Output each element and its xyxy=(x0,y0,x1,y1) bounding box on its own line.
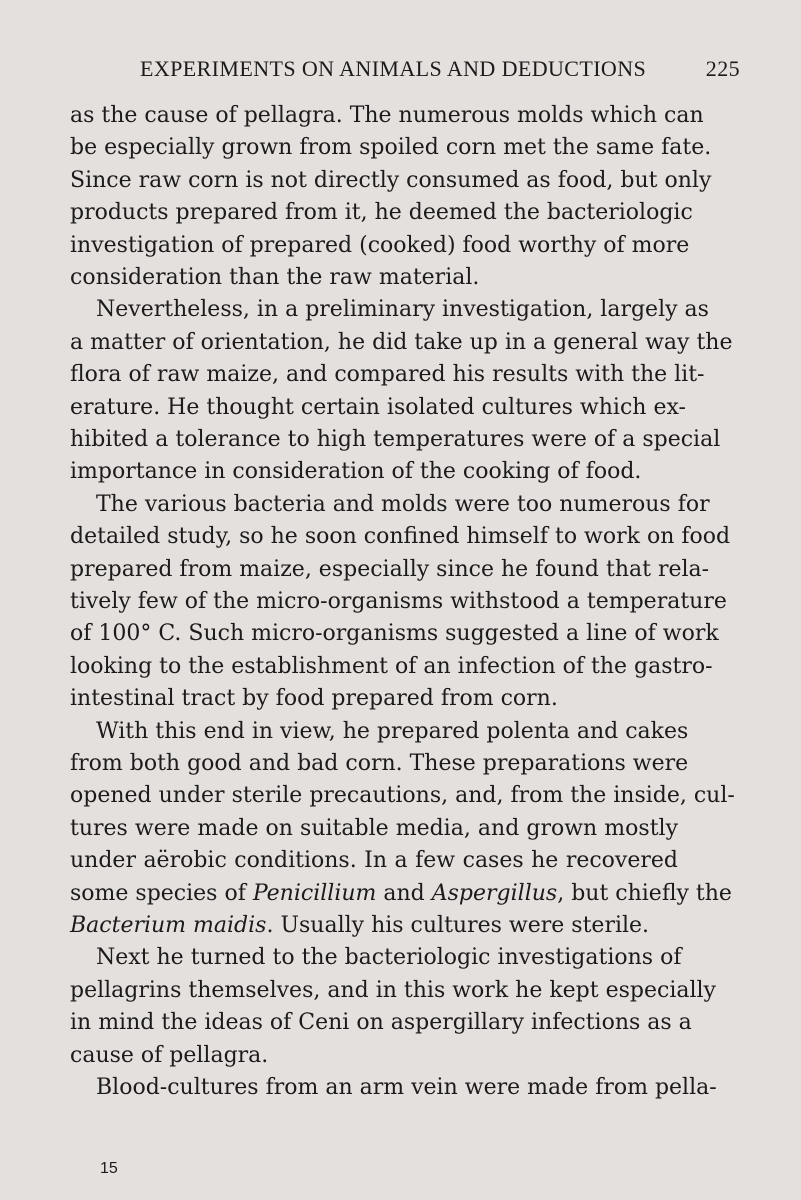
text-line: some species of Penicillium and Aspergillus, but chiefly the xyxy=(70,880,732,906)
text-line: flora of raw maize, and compared his results with the lit- xyxy=(70,362,705,388)
italic-term: Bacterium maidis xyxy=(70,913,267,938)
text-line: importance in consideration of the cooking of food. xyxy=(70,459,642,485)
text-line: looking to the establishment of an infection of the gastro- xyxy=(70,653,713,679)
page-number: 225 xyxy=(705,56,740,81)
text-line: With this end in view, he prepared polenta and cakes xyxy=(96,718,689,744)
running-head xyxy=(140,56,740,92)
text-line: Next he turned to the bacteriologic investigations of xyxy=(96,945,682,971)
italic-term: Aspergillus xyxy=(431,880,558,906)
text-line: erature. He thought certain isolated cultures which ex- xyxy=(70,394,686,420)
text-line: pellagrins themselves, and in this work he kept especially xyxy=(70,977,716,1003)
text-line: under aërobic conditions. In a few cases he recovered xyxy=(70,848,678,874)
text-line: Since raw corn is not directly consumed as food, but only xyxy=(70,167,712,193)
text-line: of 100° C. Such micro-organisms suggested a line of work xyxy=(70,621,719,647)
text-line: prepared from maize, especially since he found that rela- xyxy=(70,556,710,582)
running-head-title: EXPERIMENTS ON ANIMALS AND DEDUCTIONS xyxy=(140,56,647,81)
text-line: be especially grown from spoiled corn met the same fate. xyxy=(70,135,712,161)
text-line: products prepared from it, he deemed the bacteriologic xyxy=(70,200,693,226)
italic-term: Penicillium xyxy=(252,880,377,906)
text-line: Blood-cultures from an arm vein were made from pella- xyxy=(96,1075,717,1100)
text-line: Bacterium maidis. Usually his cultures were sterile. xyxy=(70,913,650,938)
text-line: hibited a tolerance to high temperatures were of a special xyxy=(70,427,721,452)
text-line: as the cause of pellagra. The numerous molds which can xyxy=(70,103,704,128)
text-line: a matter of orientation, he did take up in a general way the xyxy=(70,329,733,355)
text-line: investigation of prepared (cooked) food worthy of more xyxy=(70,232,690,258)
text-line: tively few of the micro-organisms withstood a temperature xyxy=(70,589,727,614)
text-line: consideration than the raw material. xyxy=(70,265,480,290)
signature-mark: 15 xyxy=(100,1160,118,1177)
text-line: opened under sterile precautions, and, from the inside, cul- xyxy=(70,783,735,809)
text-line: detailed study, so he soon confined himself to work on food xyxy=(70,524,731,550)
text-line: from both good and bad corn. These preparations were xyxy=(70,751,689,776)
text-line: The various bacteria and molds were too numerous for xyxy=(96,491,710,517)
text-line: in mind the ideas of Ceni on aspergillary infections as a xyxy=(70,1010,692,1036)
text-line: intestinal tract by food prepared from corn. xyxy=(70,686,558,712)
text-line: Nevertheless, in a preliminary investigation, largely as xyxy=(96,297,709,323)
text-line: cause of pellagra. xyxy=(70,1042,269,1068)
text-line: tures were made on suitable media, and grown mostly xyxy=(70,815,678,841)
